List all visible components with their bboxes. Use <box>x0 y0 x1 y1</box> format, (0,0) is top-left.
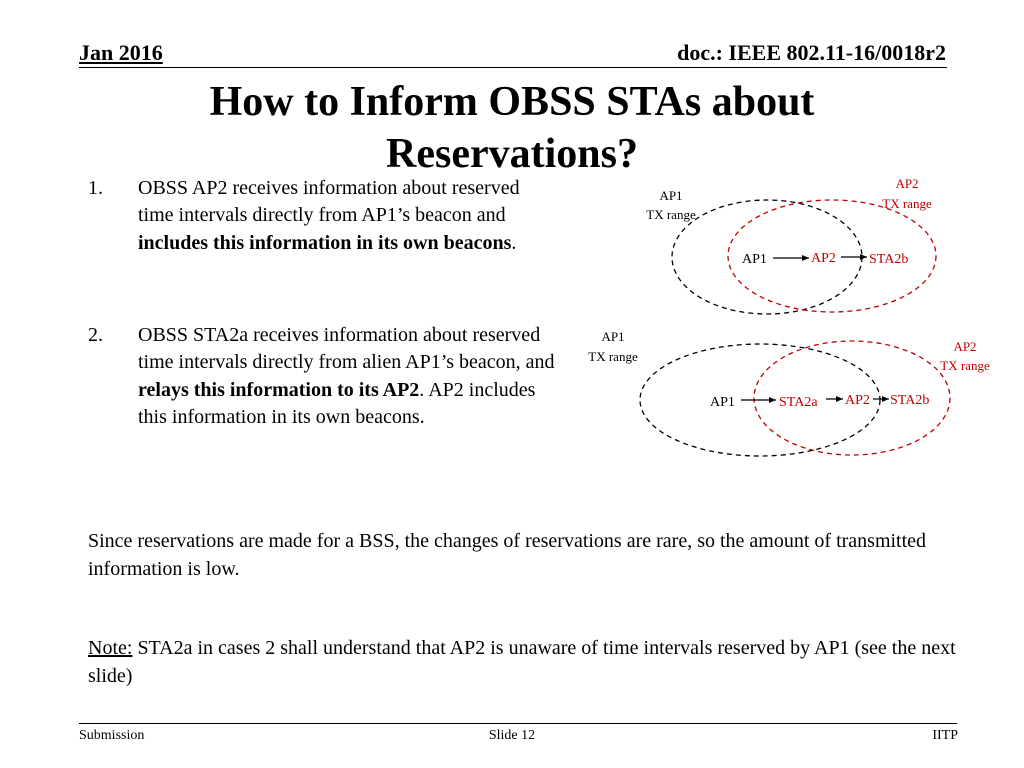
list-item-bold: relays this information to its AP2 <box>138 378 420 401</box>
footer-organization: IITP <box>932 728 958 743</box>
diagram-case-2 <box>588 329 990 456</box>
list-item-bold: includes this information in its own beacons <box>138 231 512 254</box>
slide-title-line2: Reservations? <box>386 131 638 177</box>
list-item-number: 2. <box>88 324 103 346</box>
ap1-range-label-line1: AP1 <box>659 188 683 203</box>
list-item-text-a: OBSS AP2 receives information about reserved time intervals directly from AP1’s beacon and <box>138 177 520 227</box>
node-sta2b: STA2b <box>890 393 930 408</box>
note-label: Note: <box>88 637 133 659</box>
footer-slide-number: Slide 12 <box>488 728 536 743</box>
slide-title-line1: How to Inform OBSS STAs about <box>209 79 815 125</box>
node-sta2a: STA2a <box>779 395 818 410</box>
ap2-range-label-line2: TX range <box>940 358 990 373</box>
ap1-range-label-line2: TX range <box>588 349 638 364</box>
list-item-number: 1. <box>88 177 103 199</box>
ap2-range-label-line1: AP2 <box>895 176 919 191</box>
header-date: Jan 2016 <box>79 40 163 65</box>
node-ap1: AP1 <box>742 252 767 267</box>
diagram-case-1 <box>646 176 936 314</box>
node-sta2b: STA2b <box>869 252 909 267</box>
header-doc-id: doc.: IEEE 802.11-16/0018r2 <box>677 40 946 65</box>
node-ap1: AP1 <box>710 395 735 410</box>
ap1-range-label-line1: AP1 <box>601 329 625 344</box>
list-item-text-a: OBSS STA2a receives information about reserved time intervals directly from alien AP1’s beacon, and <box>138 324 555 374</box>
list-item-text-b: . <box>511 231 517 254</box>
node-ap2: AP2 <box>845 393 870 408</box>
note-text: STA2a in cases 2 shall understand that AP2 is unaware of time intervals reserved by AP1 (see the next slide) <box>88 637 956 687</box>
node-ap2: AP2 <box>811 251 836 266</box>
list-item-text-b: . AP2 includes this information in its own beacons. <box>138 378 536 428</box>
ap1-range-label-line2: TX range <box>646 207 696 222</box>
footer-divider <box>79 723 957 724</box>
footer-submission: Submission <box>79 728 145 743</box>
ap2-range-label-line1: AP2 <box>953 339 977 354</box>
summary-paragraph: Since reservations are made for a BSS, the changes of reservations are rare, so the amount of transmitted information is low. <box>88 530 927 580</box>
ap2-range-label-line2: TX range <box>882 196 932 211</box>
